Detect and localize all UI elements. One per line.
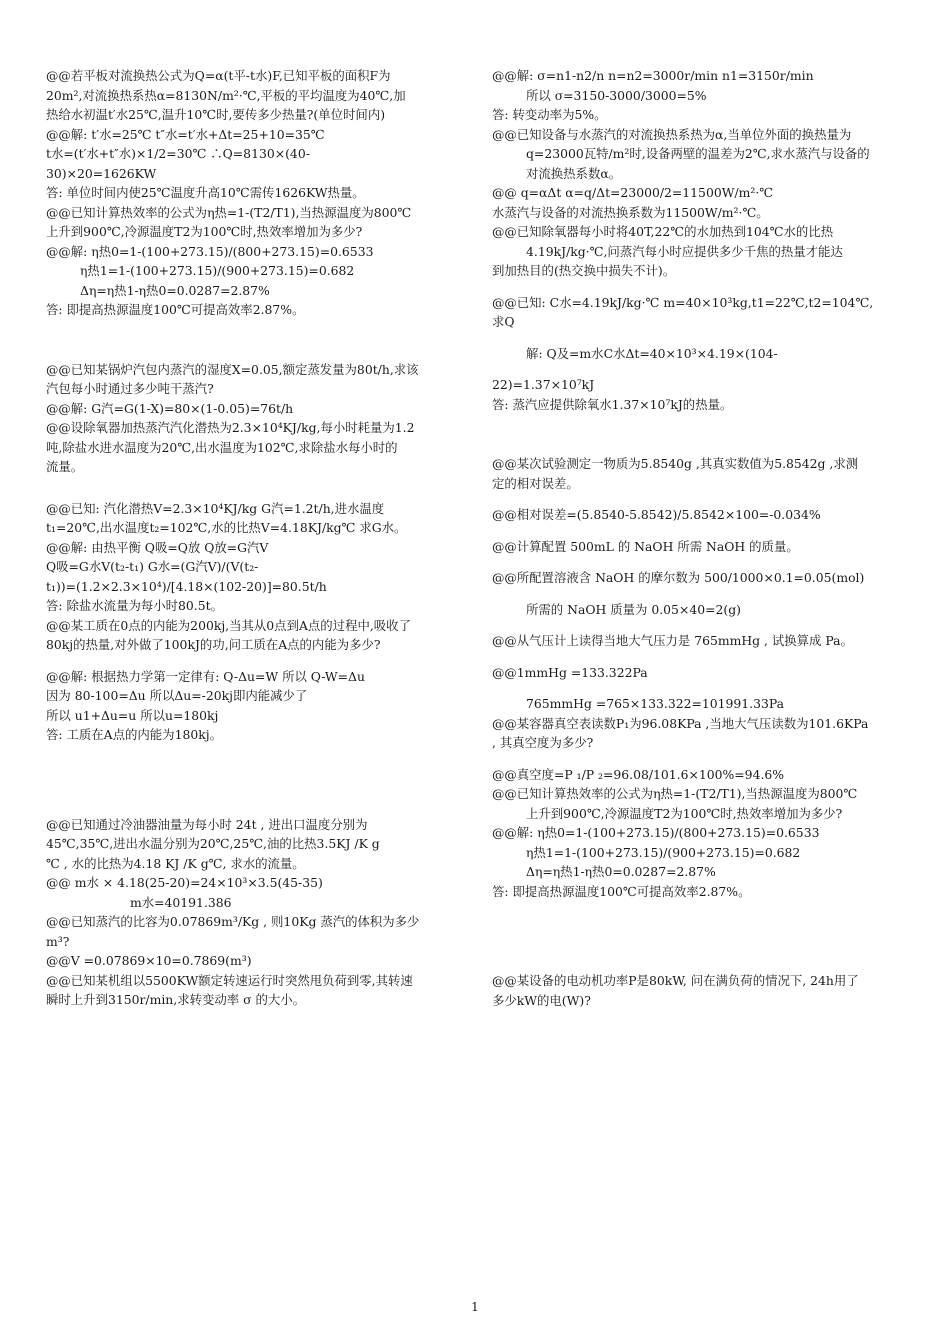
text-line: η热1=1-(100+273.15)/(900+273.15)=0.682 [526,844,801,860]
text-line: m水=40191.386 [130,894,232,910]
text-line: 解: Q及=m水C水Δt=40×10³×4.19×(104- [526,345,778,361]
text-line: Δη=η热1-η热0=0.0287=2.87% [80,282,270,298]
spacer [46,655,464,667]
text-line: ℃ , 水的比热为4.18 KJ /K g℃, 求水的流量。 [46,855,305,871]
text-line: 22)=1.37×10⁷kJ [492,377,595,392]
text-line: 所以 u1+Δu=u 所以u=180kj [46,707,219,723]
text-line: @@ m水 × 4.18(25-20)=24×10³×3.5(45-35) [46,875,323,890]
text-line: @@已知: C水=4.19kJ/kg·℃ m=40×10³kg,t1=22℃,t2=104℃, [492,294,874,310]
left-column [46,66,464,1010]
text-line: @@已知计算热效率的公式为η热=1-(T2/T1),当热源温度为800℃ [46,204,412,220]
text-line: @@相对误差=(5.8540-5.8542)/5.8542×100=-0.034% [492,507,821,522]
text-line: @@ q=αΔt α=q/Δt=23000/2=11500W/m²·℃ [492,185,774,200]
text-line: 30)×20=1626KW [46,165,157,181]
spacer [492,363,910,375]
text-line: 答: 转变动率为5%。 [492,107,607,122]
text-line: @@某设备的电动机功率P是80kW, 问在满负荷的情况下, 24h用了 [492,973,859,988]
text-line: 到加热目的(热交换中损失不计)。 [492,263,676,278]
text-line: @@某工质在0点的内能为200kj,当其从0点到A点的过程中,吸收了 [46,617,411,633]
spacer [492,588,910,600]
text-line: @@解: 根据热力学第一定律有: Q-Δu=W 所以 Q-W=Δu [46,668,365,684]
text-line: 答: 即提高热源温度100℃可提高效率2.87%。 [46,302,305,317]
text-line: 答: 工质在A点的内能为180kj。 [46,727,222,742]
text-line: 答: 单位时间内使25℃温度升高10℃需传1626KW热量。 [46,185,365,200]
text-line: 上升到900℃,冷源温度T2为100℃时,热效率增加为多少? [526,805,843,821]
spacer [492,901,910,971]
text-line: 80kj的热量,对外做了100kJ的功,问工质在A点的内能为多少? [46,637,381,652]
spacer [492,651,910,663]
text-line: 答: 蒸汽应提供除氧水1.37×10⁷kJ的热量。 [492,396,733,412]
text-line: 所以 σ=3150-3000/3000=5% [526,87,707,103]
text-line: q=23000瓦特/m²时,设备两壁的温差为2℃,求水蒸汽与设备的 [526,146,870,161]
text-line: @@某容器真空表读数P₁为96.08KPa ,当地大气压读数为101.6KPa [492,715,869,731]
text-line: 多少kW的电(W)? [492,992,591,1008]
text-line: @@某次试验测定一物质为5.8540g ,其真实数值为5.8542g ,求测 [492,456,859,471]
text-line: η热1=1-(100+273.15)/(900+273.15)=0.682 [80,263,355,278]
text-line: t水=(t′水+t″水)×1/2=30℃ ∴Q=8130×(40- [46,146,310,161]
spacer [492,753,910,765]
text-line: @@V =0.07869×10=0.7869(m³) [46,953,252,968]
text-line: @@已知设备与水蒸汽的对流换热系热为α,当单位外面的换热量为 [492,126,852,142]
spacer [492,619,910,631]
text-line: Δη=η热1-η热0=0.0287=2.87% [526,864,716,879]
text-line: @@解: η热0=1-(100+273.15)/(800+273.15)=0.6533 [492,825,820,840]
text-line: 吨,除盐水进水温度为20℃,出水温度为102℃,求除盐水每小时的 [46,439,398,455]
text-line: Q吸=G水V(t₂-t₁) G水=(G汽V)/(V(t₂- [46,559,259,574]
spacer [492,281,910,293]
text-line: 上升到900℃,冷源温度T2为100℃时,热效率增加为多少? [46,224,363,239]
text-line: @@计算配置 500mL 的 NaOH 所需 NaOH 的质量。 [492,538,799,554]
text-line: @@已知计算热效率的公式为η热=1-(T2/T1),当热源温度为800℃ [492,786,858,801]
text-line: m³? [46,933,70,949]
text-line: @@解: 由热平衡 Q吸=Q放 Q放=G汽V [46,539,269,555]
text-line: 求Q [492,314,515,329]
text-line: @@若平板对流换热公式为Q=α(t平-t水)F,已知平板的面积F为 [46,68,391,83]
text-line: 因为 80-100=Δu 所以Δu=-20kj即内能减少了 [46,688,308,703]
text-line: , 其真空度为多少? [492,735,594,750]
spacer [46,477,464,499]
text-line: @@解: σ=n1-n2/n n=n2=3000r/min n1=3150r/min [492,68,814,83]
spacer [492,332,910,344]
spacer [492,493,910,505]
text-line: @@已知蒸汽的比容为0.07869m³/Kg , 则10Kg 蒸汽的体积为多少 [46,914,420,929]
text-line: 水蒸汽与设备的对流热换系数为11500W/m²·℃。 [492,204,769,220]
text-line: @@解: t′水=25℃ t″水=t′水+Δt=25+10=35℃ [46,126,325,142]
text-line: @@已知某锅炉汽包内蒸汽的湿度X=0.05,额定蒸发量为80t/h,求该 [46,361,419,377]
text-line: 答: 即提高热源温度100℃可提高效率2.87%。 [492,883,751,899]
text-line: 定的相对误差。 [492,475,579,491]
text-line: 4.19kJ/kg·℃,问蒸汽每小时应提供多少千焦的热量才能达 [526,243,843,259]
text-line: 对流换热系数α。 [526,165,622,181]
spacer [46,745,464,815]
spacer [492,556,910,568]
text-line: @@真空度=P ₁/P ₂=96.08/101.6×100%=94.6% [492,766,785,782]
text-line: @@已知某机组以5500KW额定转速运行时突然甩负荷到零,其转速 [46,972,413,988]
spacer [46,320,464,360]
text-line: t₁))=(1.2×2.3×10⁴)/[4.18×(102-20)]=80.5t/h [46,578,327,594]
text-line: 热给水初温t′水25℃,温升10℃时,要传多少热量?(单位时间内) [46,107,386,122]
spacer [492,414,910,454]
text-line: @@解: G汽=G(1-X)=80×(1-0.05)=76t/h [46,400,294,416]
text-line: @@所配置溶液含 NaOH 的摩尔数为 500/1000×0.1=0.05(mol) [492,570,865,585]
text-line: 答: 除盐水流量为每小时80.5t。 [46,598,223,613]
text-line: 45℃,35℃,进出水温分别为20℃,25℃,油的比热3.5KJ /K g [46,836,380,851]
text-line: @@已知除氧器每小时将40T,22℃的水加热到104℃水的比热 [492,224,834,239]
text-line: 汽包每小时通过多少吨干蒸汽? [46,381,214,396]
text-line: @@从气压计上读得当地大气压力是 765mmHg , 试换算成 Pa。 [492,633,853,648]
text-line: @@解: η热0=1-(100+273.15)/(800+273.15)=0.6533 [46,243,374,259]
text-line: 765mmHg =765×133.322=101991.33Pa [526,696,785,711]
text-line: 瞬时上升到3150r/min,求转变动率 σ 的大小。 [46,992,306,1007]
text-line: t₁=20℃,出水温度t₂=102℃,水的比热V=4.18KJ/kg℃ 求G水。 [46,520,407,535]
spacer [492,525,910,537]
text-line: 20m²,对流换热系热α=8130N/m²·℃,平板的平均温度为40℃,加 [46,87,406,103]
text-line: @@1mmHg =133.322Pa [492,664,648,680]
page-number: 1 [471,1300,479,1314]
text-line: @@已知通过冷油器油量为每小时 24t , 进出口温度分别为 [46,816,368,832]
right-column [492,66,910,1010]
spacer [492,682,910,694]
text-line: @@设除氧器加热蒸汽汽化潜热为2.3×10⁴KJ/kg,每小时耗量为1.2 [46,420,415,435]
text-line: @@已知: 汽化潜热V=2.3×10⁴KJ/kg G汽=1.2t/h,进水温度 [46,500,385,516]
text-line: 所需的 NaOH 质量为 0.05×40=2(g) [526,601,741,617]
text-line: 流量。 [46,459,84,474]
